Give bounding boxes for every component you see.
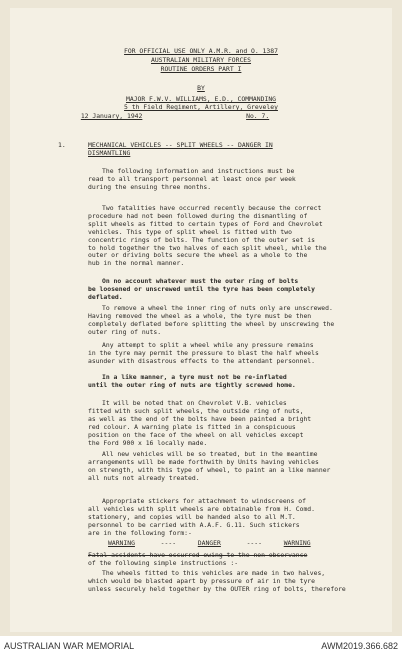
tail-line-5: unless securely held together by the OUTER ring of bolts, therefore <box>88 586 346 593</box>
paragraph-line: deflated. <box>88 293 123 301</box>
paragraph-line: concentric rings of bolts. The function of the outer set is <box>88 236 316 244</box>
paragraph-line: completely deflated before splitting the wheel by unscrewing the <box>88 320 335 328</box>
tail-line-1: Fatal accidents have occurred owing to the non-observance <box>88 552 308 559</box>
order-date: 12 January, 1942 <box>80 112 143 120</box>
tail-line-3: The wheels fitted to this vehicles are made in two halves, <box>102 570 326 577</box>
paragraph-line: split wheels as fitted to certain types of Ford and Chevrolet <box>88 220 323 228</box>
paragraph-line: be loosened or unscrewed until the tyre has been completely <box>88 285 316 293</box>
paragraph-line: Any attempt to split a wheel while any pressure remains <box>102 342 314 349</box>
paragraph-line: procedure had not been followed during the dismantling of <box>88 212 308 220</box>
paragraph-line: stationery, and copies will be handed also to all M.T. <box>88 513 296 521</box>
paragraph-line: To remove a wheel the inner ring of nuts only are unscrewed. <box>102 305 333 312</box>
item-number: 1. <box>58 141 66 149</box>
paragraph-line: in the tyre may permit the pressure to blast the half wheels <box>88 349 319 357</box>
paragraph-line: the Ford 900 x 16 locally made. <box>88 439 208 447</box>
paragraph-line: are in the following form:- <box>88 529 192 537</box>
archive-footer <box>0 640 402 653</box>
paragraph-line: until the outer ring of nuts are tightly screwed home. <box>88 381 296 389</box>
paragraph-line: Two fatalities have occurred recently because the correct <box>102 205 322 212</box>
item-heading-1: MECHANICAL VEHICLES -- SPLIT WHEELS -- DANGER IN <box>88 142 273 149</box>
paragraph-line: On no account whatever must the outer ring of bolts <box>102 278 299 285</box>
paragraph-line: outer ring of nuts. <box>88 328 162 336</box>
paragraph-line: personnel to be carried with A.A.F. G.11. Such stickers <box>88 521 300 529</box>
paragraph-line: position on the face of the wheel on all vehicles except <box>88 431 304 439</box>
paragraph-line: arrangements will be made forthwith by Units having vehicles <box>88 458 319 466</box>
warning-word: WARNING <box>283 539 311 547</box>
paragraph-line: read to all transport personnel at least once per week <box>88 175 296 183</box>
paragraph-line: to hold together the two halves of each split wheel, while the <box>88 244 327 252</box>
paragraph-line: all nuts not already treated. <box>88 474 200 482</box>
paragraph-line: outer or driving bolts secure the wheel as a whole to the <box>88 252 308 260</box>
separator: ---- <box>160 539 177 547</box>
archive-reference: AWM2019.366.682 <box>321 641 398 651</box>
paragraph-line: All new vehicles will be so treated, but in the meantime <box>102 451 318 458</box>
paragraph-line: hub in the normal manner. <box>88 260 185 268</box>
paragraph-line: red colour. A warning plate is fitted in a conspicuous <box>88 423 296 431</box>
paragraph-line: It will be noted that on Chevrolet V.B. vehicles <box>102 400 287 407</box>
orders-title: ROUTINE ORDERS PART I <box>160 65 242 73</box>
paragraph-line: fitted with such split wheels, the outside ring of nuts, <box>88 407 304 415</box>
date-line <box>10 113 366 121</box>
warning-line <box>108 540 390 548</box>
forces-line: AUSTRALIAN MILITARY FORCES <box>150 56 252 64</box>
by-line: BY <box>197 84 205 92</box>
paragraph-line: during the ensuing three months. <box>88 183 212 191</box>
archive-name: AUSTRALIAN WAR MEMORIAL <box>4 641 135 651</box>
document-page <box>10 8 392 632</box>
paragraph-line: In a like manner, a tyre must not be re-inflated <box>102 374 287 381</box>
paragraph-line: Having removed the wheel as a whole, the tyre must be then <box>88 312 312 320</box>
paragraph-line: asunder with disastrous effects to the attendant personnel. <box>88 357 316 365</box>
order-number: No. 7. <box>246 112 270 120</box>
paragraph-line: on strength, with this type of wheel, to paint an a like manner <box>88 466 331 474</box>
classification-line: FOR OFFICIAL USE ONLY A.M.R. and O. 1387 <box>124 47 278 55</box>
paragraph-line: Appropriate stickers for attachment to windscreens of <box>102 498 306 505</box>
unit-line: 5 th Field Regiment, Artillery, Greveley <box>124 103 278 111</box>
tail-line-2: of the following simple instructions :- <box>88 560 239 567</box>
danger-word: DANGER <box>197 539 221 547</box>
paragraph-line: all vehicles with split wheels are obtainable from H. Comd. <box>88 505 316 513</box>
warning-word: WARNING <box>108 539 135 547</box>
item-heading-2: DISMANTLING <box>88 150 131 157</box>
tail-line-4: which would be blasted apart by pressure of air in the tyre <box>88 578 316 585</box>
separator: ---- <box>246 539 262 547</box>
paragraph-line: as well as the end of the bolts have been painted a bright <box>88 415 312 423</box>
paragraph-line: vehicles. This type of split wheel is fitted with two <box>88 228 292 236</box>
paragraph-line: The following information and instructions must be <box>102 168 295 175</box>
commander-line: MAJOR F.W.V. WILLIAMS, E.D., COMMANDING <box>125 95 277 103</box>
